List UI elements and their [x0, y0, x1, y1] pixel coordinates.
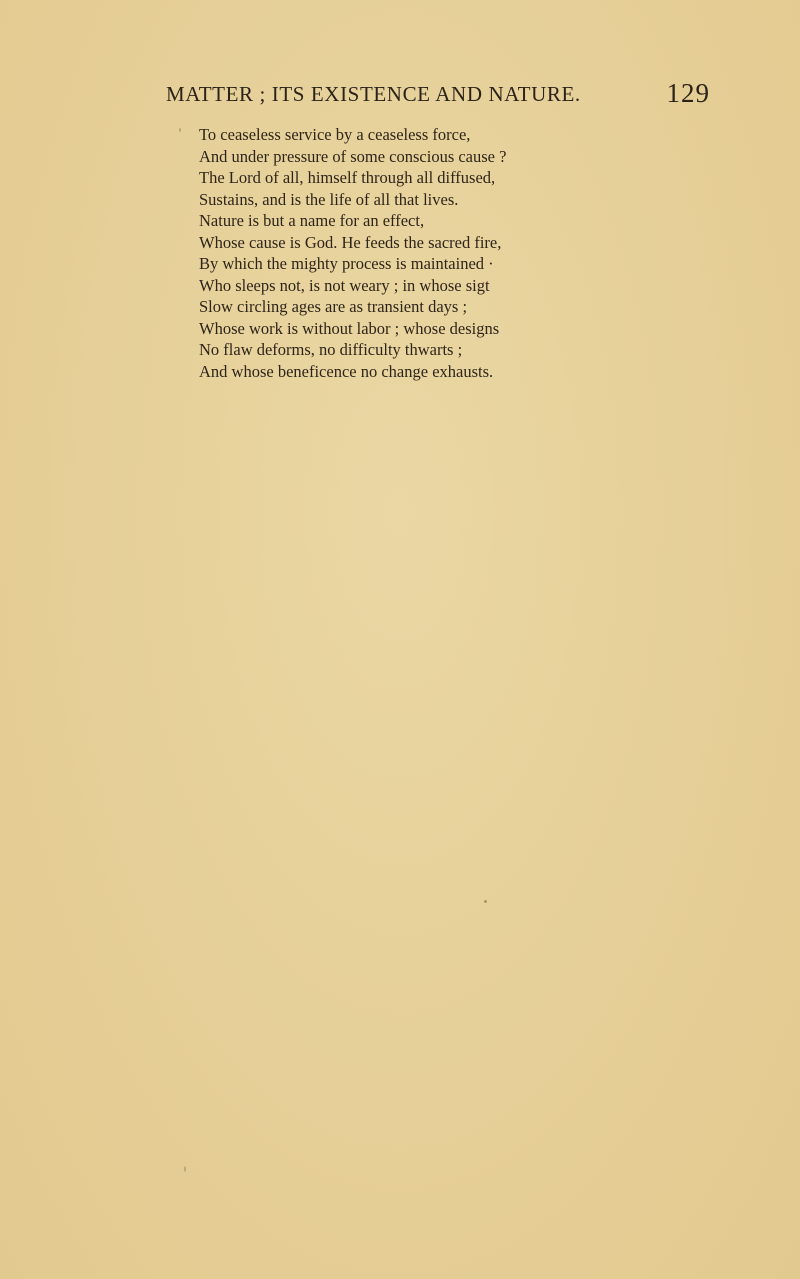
page-number: 129: [666, 78, 710, 108]
poem-line: Sustains, and is the life of all that lives.: [199, 189, 459, 209]
poem-line: By which the mighty process is maintained ·: [199, 254, 494, 273]
poem-line: No flaw deforms, no difficulty thwarts ;: [199, 340, 463, 359]
running-head: [166, 78, 710, 114]
poem-line: Whose work is without labor ; whose designs: [199, 318, 500, 338]
poem-line: Who sleeps not, is not weary ; in whose sigt: [199, 275, 490, 295]
poem-line: And whose beneficence no change exhausts.: [199, 361, 494, 381]
paper-speck: [484, 900, 487, 903]
poem-line: Nature is but a name for an effect,: [199, 211, 425, 230]
running-title: MATTER ; ITS EXISTENCE AND NATURE.: [166, 82, 581, 106]
poem-line: To ceaseless service by a ceaseless force,: [199, 125, 471, 144]
poem-body: [199, 124, 599, 382]
paper-speck: [179, 128, 181, 132]
poem-line: Whose cause is God. He feeds the sacred fire,: [199, 232, 502, 252]
poem-line: Slow circling ages are as transient days ;: [199, 297, 468, 316]
poem-line: The Lord of all, himself through all diffused,: [199, 168, 496, 187]
poem-line: And under pressure of some conscious cause ?: [199, 146, 507, 166]
paper-speck: [184, 1166, 186, 1172]
